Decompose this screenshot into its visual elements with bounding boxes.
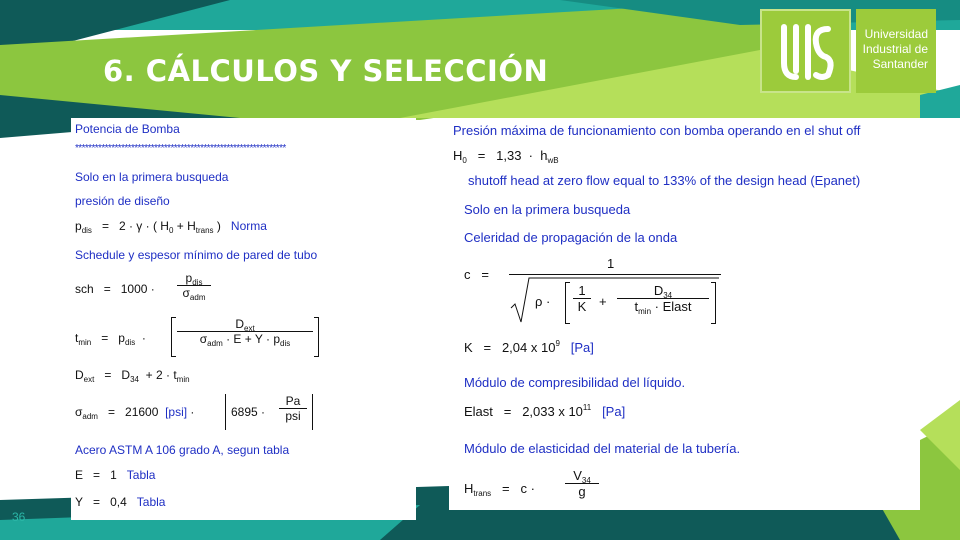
tmin-num <box>177 317 313 331</box>
dext-equation <box>75 368 190 382</box>
elast-symbol: Elast <box>464 404 493 419</box>
tmin-den2-sub: dis <box>280 339 291 348</box>
bulk-modulus-label: Módulo de compresibilidad del líquido. <box>464 375 686 390</box>
h0-h-sub: wB <box>547 156 559 165</box>
sadm-unit: [psi] <box>165 405 188 419</box>
tmin-den1: σ <box>199 332 208 346</box>
pdis-rhs: 2 · γ · ( H <box>118 219 169 233</box>
c-frac1-num: 1 <box>578 283 586 298</box>
sadm-symbol: σ <box>75 405 83 419</box>
pdis-norma-tag: Norma <box>230 219 267 233</box>
c-numerator: 1 <box>607 256 615 271</box>
sadm-bar-left <box>225 394 226 430</box>
elast-value: 2,033 x 10 <box>522 404 583 419</box>
pdis-close: ) <box>213 219 221 233</box>
tmin-p-sub: dis <box>124 338 136 347</box>
dext-eq: = <box>104 368 112 382</box>
h0-equation <box>453 148 559 163</box>
htrans-num <box>565 468 599 483</box>
sch-symbol: sch <box>75 282 94 296</box>
sadm-lhs <box>75 405 194 419</box>
elasticity-label: Módulo de elasticidad del material de la tubería. <box>464 441 741 456</box>
y-symbol: Y <box>75 495 84 509</box>
e-value: 1 <box>110 468 117 482</box>
c-bracket-right <box>711 282 716 324</box>
c-frac1-den: K <box>573 298 591 314</box>
c-frac2-den <box>617 298 709 314</box>
tmin-eq: = <box>101 331 109 345</box>
sadm-conv: 6895 · <box>231 405 266 419</box>
sadm-den: psi <box>279 408 307 423</box>
c-frac2 <box>617 283 709 314</box>
page-number: 36 <box>12 510 26 524</box>
k-unit: [Pa] <box>570 340 594 355</box>
c-plus: + <box>599 294 607 309</box>
htrans-c: c · <box>520 481 535 496</box>
dext-tmin: + 2 · t <box>145 368 177 382</box>
pdis-lhs: p <box>75 219 82 233</box>
slide-title: 6. CÁLCULOS Y SELECCIÓN <box>103 54 549 88</box>
e-eq: = <box>93 468 101 482</box>
htrans-den: g <box>565 483 599 499</box>
k-exp: 9 <box>555 339 560 348</box>
htrans-lhs <box>464 481 535 496</box>
logo-line-2: Industrial de <box>862 42 928 56</box>
uis-logo-icon <box>760 9 851 93</box>
dext-symbol: D <box>75 368 84 382</box>
stars-divider: **************************************************************** <box>75 143 286 154</box>
sch-fraction <box>177 271 211 300</box>
tmin-den1-sub: adm <box>207 339 223 348</box>
pdis-equation <box>75 219 267 233</box>
tmin-num-sub: ext <box>244 324 255 333</box>
sadm-value: 21600 <box>125 405 159 419</box>
c-bracket-left <box>565 282 570 324</box>
k-symbol: K <box>464 340 473 355</box>
tmin-lhs <box>75 331 146 345</box>
sadm-eq: = <box>107 405 115 419</box>
htrans-fraction <box>565 468 599 499</box>
tmin-sub: min <box>78 338 92 347</box>
c-eq: = <box>481 267 489 282</box>
tmin-bracket-right <box>314 317 319 357</box>
pdis-eq: = <box>101 219 109 233</box>
sch-den-text: σ <box>182 286 190 300</box>
c-frac1 <box>573 283 591 314</box>
university-logo <box>760 9 936 93</box>
h0-symbol: H <box>453 148 463 163</box>
max-pressure-panel <box>449 118 920 510</box>
sch-coef: 1000 · <box>120 282 155 296</box>
sadm-bar-right <box>312 394 313 430</box>
c-frac2-num <box>617 283 709 298</box>
pump-power-panel <box>71 118 416 520</box>
htrans-num-sub: 34 <box>581 476 591 485</box>
tmin-bracket-left <box>171 317 176 357</box>
tmin-den <box>177 331 313 346</box>
h0-h: h <box>540 148 548 163</box>
elast-equation <box>464 404 625 419</box>
c-rho: ρ · <box>535 294 551 309</box>
dext-sub: ext <box>83 375 95 384</box>
h0-eq: = <box>477 148 486 163</box>
university-name <box>856 9 936 93</box>
max-pressure-heading: Presión máxima de funcionamiento con bomba operando en el shut off <box>453 123 861 138</box>
htrans-sub: trans <box>473 489 492 498</box>
sch-num-text: p <box>185 271 193 285</box>
tmin-fraction <box>177 317 313 346</box>
sch-num-sub: dis <box>192 278 203 287</box>
htrans-eq: = <box>502 481 510 496</box>
c-lhs <box>464 267 489 282</box>
tmin-p: p <box>118 331 125 345</box>
dext-d34: D <box>121 368 131 382</box>
first-search-note: Solo en la primera busqueda <box>75 170 229 184</box>
sadm-num: Pa <box>285 394 301 408</box>
tmin-num-text: D <box>235 317 244 331</box>
sch-num <box>177 271 211 285</box>
first-search-note-right: Solo en la primera busqueda <box>464 202 631 217</box>
e-equation <box>75 468 155 482</box>
sadm-dot: · <box>190 405 195 419</box>
y-equation <box>75 495 165 509</box>
h0-sub: 0 <box>462 156 467 165</box>
e-symbol: E <box>75 468 84 482</box>
celerity-heading: Celeridad de propagación de la onda <box>464 230 678 245</box>
schedule-heading: Schedule y espesor mínimo de pared de tubo <box>75 248 318 262</box>
k-equation <box>464 340 594 355</box>
h0-dot: · <box>528 148 534 163</box>
c-frac2-num-text: D <box>653 283 664 298</box>
material-label: Acero ASTM A 106 grado A, segun tabla <box>75 443 290 457</box>
c-symbol: c <box>464 267 471 282</box>
c-frac2-den1-sub: min <box>638 307 652 316</box>
shutoff-note: shutoff head at zero flow equal to 133% of the design head (Epanet) <box>468 173 861 188</box>
sadm-fraction <box>279 394 307 423</box>
c-frac2-den2: · Elast <box>654 299 692 314</box>
sch-eq: = <box>103 282 111 296</box>
tmin-dot: · <box>141 331 146 345</box>
logo-line-1: Universidad <box>864 27 928 41</box>
pdis-lhs-sub: dis <box>81 226 92 235</box>
dext-tmin-sub: min <box>176 375 190 384</box>
sch-den <box>177 285 211 300</box>
sch-den-sub: adm <box>189 293 206 302</box>
htrans-num-text: V <box>573 468 582 483</box>
pdis-plus: + H <box>173 219 196 233</box>
pdis-htrans-sub: trans <box>195 226 214 235</box>
k-value: 2,04 x 10 <box>501 340 556 355</box>
sch-lhs <box>75 282 155 296</box>
tmin-symbol: t <box>75 331 79 345</box>
c-frac2-num-sub: 34 <box>663 291 673 300</box>
htrans-symbol: H <box>464 481 474 496</box>
y-eq: = <box>93 495 101 509</box>
elast-exp: 11 <box>582 403 592 412</box>
e-tag: Tabla <box>126 468 156 482</box>
y-tag: Tabla <box>136 495 166 509</box>
tmin-den2: · E + Y · p <box>226 332 280 346</box>
k-eq: = <box>483 340 492 355</box>
design-pressure-label: presión de diseño <box>75 194 170 208</box>
pdis-h0-sub: 0 <box>168 226 174 235</box>
c-frac2-den1: t <box>634 299 639 314</box>
logo-line-3: Santander <box>872 57 928 71</box>
elast-eq: = <box>503 404 512 419</box>
dext-d34-sub: 34 <box>130 375 139 384</box>
h0-value: 1,33 <box>496 148 522 163</box>
y-value: 0,4 <box>110 495 127 509</box>
elast-unit: [Pa] <box>602 404 626 419</box>
pump-power-heading: Potencia de Bomba <box>75 122 180 136</box>
sadm-sub: adm <box>82 412 98 421</box>
